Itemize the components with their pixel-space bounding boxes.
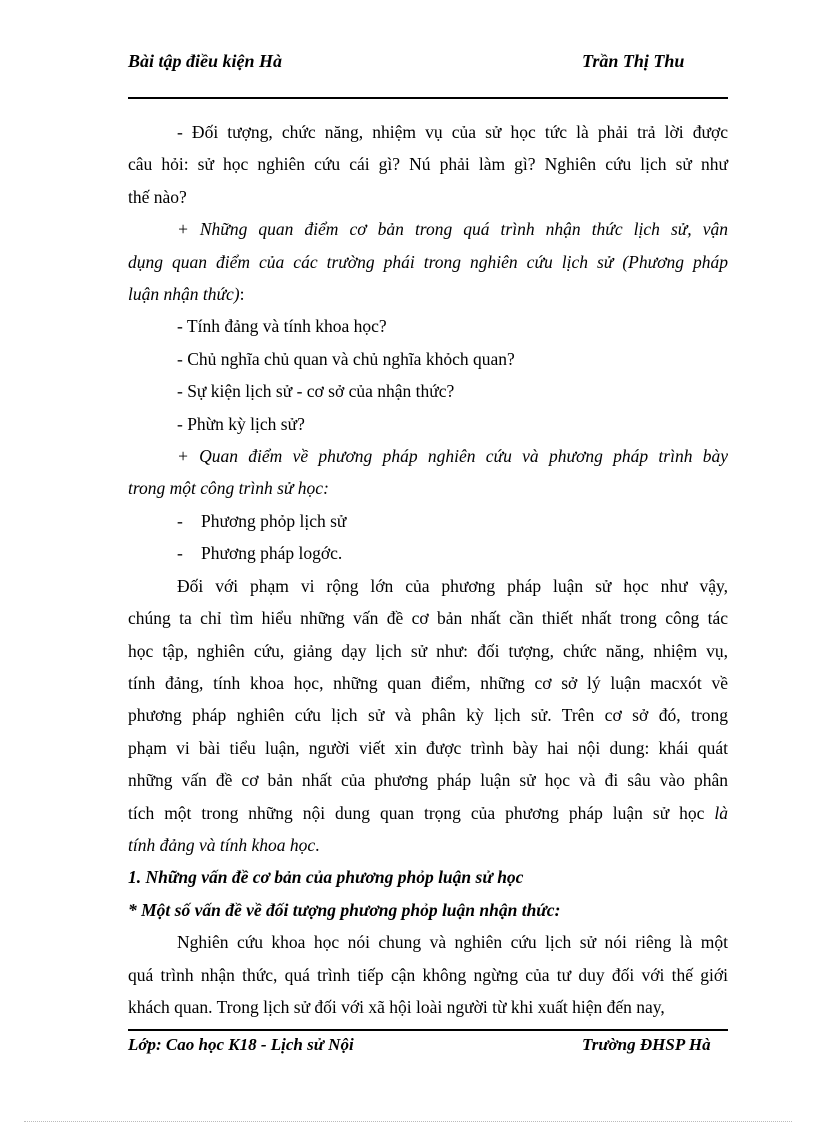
punctuation: . — [315, 834, 320, 855]
paragraph-line: trong một công trình sử học: — [128, 478, 329, 499]
paragraph-line: quá trình nhận thức, quá trình tiếp cận không ngừng của tư duy đối với thế giới — [128, 964, 728, 985]
paragraph-line: - Đối tượng, chức năng, nhiệm vụ của sử học tức là phải trả lời được — [177, 122, 728, 142]
list-item — [128, 537, 728, 569]
paragraph-line: học tập, nghiên cứu, giảng dạy lịch sử như: đối tượng, chức năng, nhiệm vụ, — [128, 640, 728, 661]
list-item-text: Phương phỏp lịch sử — [201, 510, 347, 531]
paragraph-line: phương pháp nghiên cứu lịch sử và phân kỳ lịch sử. Trên cơ sở đó, trong — [128, 705, 728, 726]
footer-class-label: Lớp: Cao học K18 - Lịch sử Nội — [128, 1035, 354, 1054]
paragraph-line: chúng ta chỉ tìm hiểu những vấn đề cơ bản nhất cần thiết nhất trong công tác — [128, 608, 728, 629]
section-heading: 1. Những vấn đề cơ bản của phương phỏp luận sử học — [128, 867, 524, 888]
paragraph-line: + Quan điểm về phương pháp nghiên cứu và phương pháp trình bày — [177, 446, 728, 467]
list-item: - Chủ nghĩa chủ quan và chủ nghĩa khỏch quan? — [177, 348, 515, 369]
paragraph-line: phạm vi bài tiểu luận, người viết xin được trình bày hai nội dung: khái quát — [128, 737, 728, 758]
paragraph-line: thế nào? — [128, 186, 187, 207]
list-item: - Phừn kỳ lịch sử? — [177, 413, 305, 434]
header-title-left: Bài tập điều kiện Hà — [128, 51, 283, 71]
document-body — [128, 116, 728, 1023]
list-item — [128, 505, 728, 537]
paragraph-line: Đối với phạm vi rộng lớn của phương pháp luận sử học như vậy, — [177, 575, 728, 596]
paragraph-text: tích một trong những nội dung quan trọng của phương pháp luận sử học — [128, 802, 705, 823]
paragraph-line — [128, 797, 728, 829]
list-item: - Sự kiện lịch sử - cơ sở của nhận thức? — [177, 381, 455, 402]
paragraph-line — [128, 278, 728, 310]
dash-bullet: - — [177, 510, 183, 531]
paragraph-line — [128, 829, 728, 861]
italic-text: là — [714, 802, 728, 823]
footer-school: Trường ĐHSP Hà — [582, 1035, 711, 1054]
list-item: - Tính đảng và tính khoa học? — [177, 316, 387, 337]
paragraph-line: khách quan. Trong lịch sử đối với xã hội loài người từ khi xuất hiện đến nay, — [128, 996, 665, 1017]
paragraph-line: câu hỏi: sử học nghiên cứu cái gì? Nú phải làm gì? Nghiên cứu lịch sử như — [128, 154, 728, 175]
page-bottom-dotted-line — [24, 1121, 792, 1122]
paragraph-line: dụng quan điểm của các trường phái trong nghiên cứu lịch sử (Phương pháp — [128, 251, 728, 272]
punctuation: : — [239, 284, 245, 305]
paragraph-line: + Những quan điểm cơ bản trong quá trình nhận thức lịch sử, vận — [177, 219, 728, 240]
paragraph-line: tính đảng, tính khoa học, những quan điểm, những cơ sở lý luận macxót về — [128, 672, 728, 693]
italic-text: tính đảng và tính khoa học — [128, 834, 316, 855]
italic-text: luận nhận thức) — [128, 284, 240, 305]
paragraph-line: những vấn đề cơ bản nhất của phương pháp luận sử học và đi sâu vào phân — [128, 770, 728, 791]
header-author: Trần Thị Thu — [582, 51, 685, 71]
dash-bullet: - — [177, 543, 183, 564]
footer-divider — [128, 1029, 728, 1031]
list-item-text: Phương pháp logớc. — [201, 543, 343, 564]
header-divider — [128, 97, 728, 99]
paragraph-line: Nghiên cứu khoa học nói chung và nghiên cứu lịch sử nói riêng là một — [177, 932, 728, 953]
subsection-heading: * Một số vấn đề về đối tượng phương phỏp luận nhận thức: — [128, 899, 561, 920]
